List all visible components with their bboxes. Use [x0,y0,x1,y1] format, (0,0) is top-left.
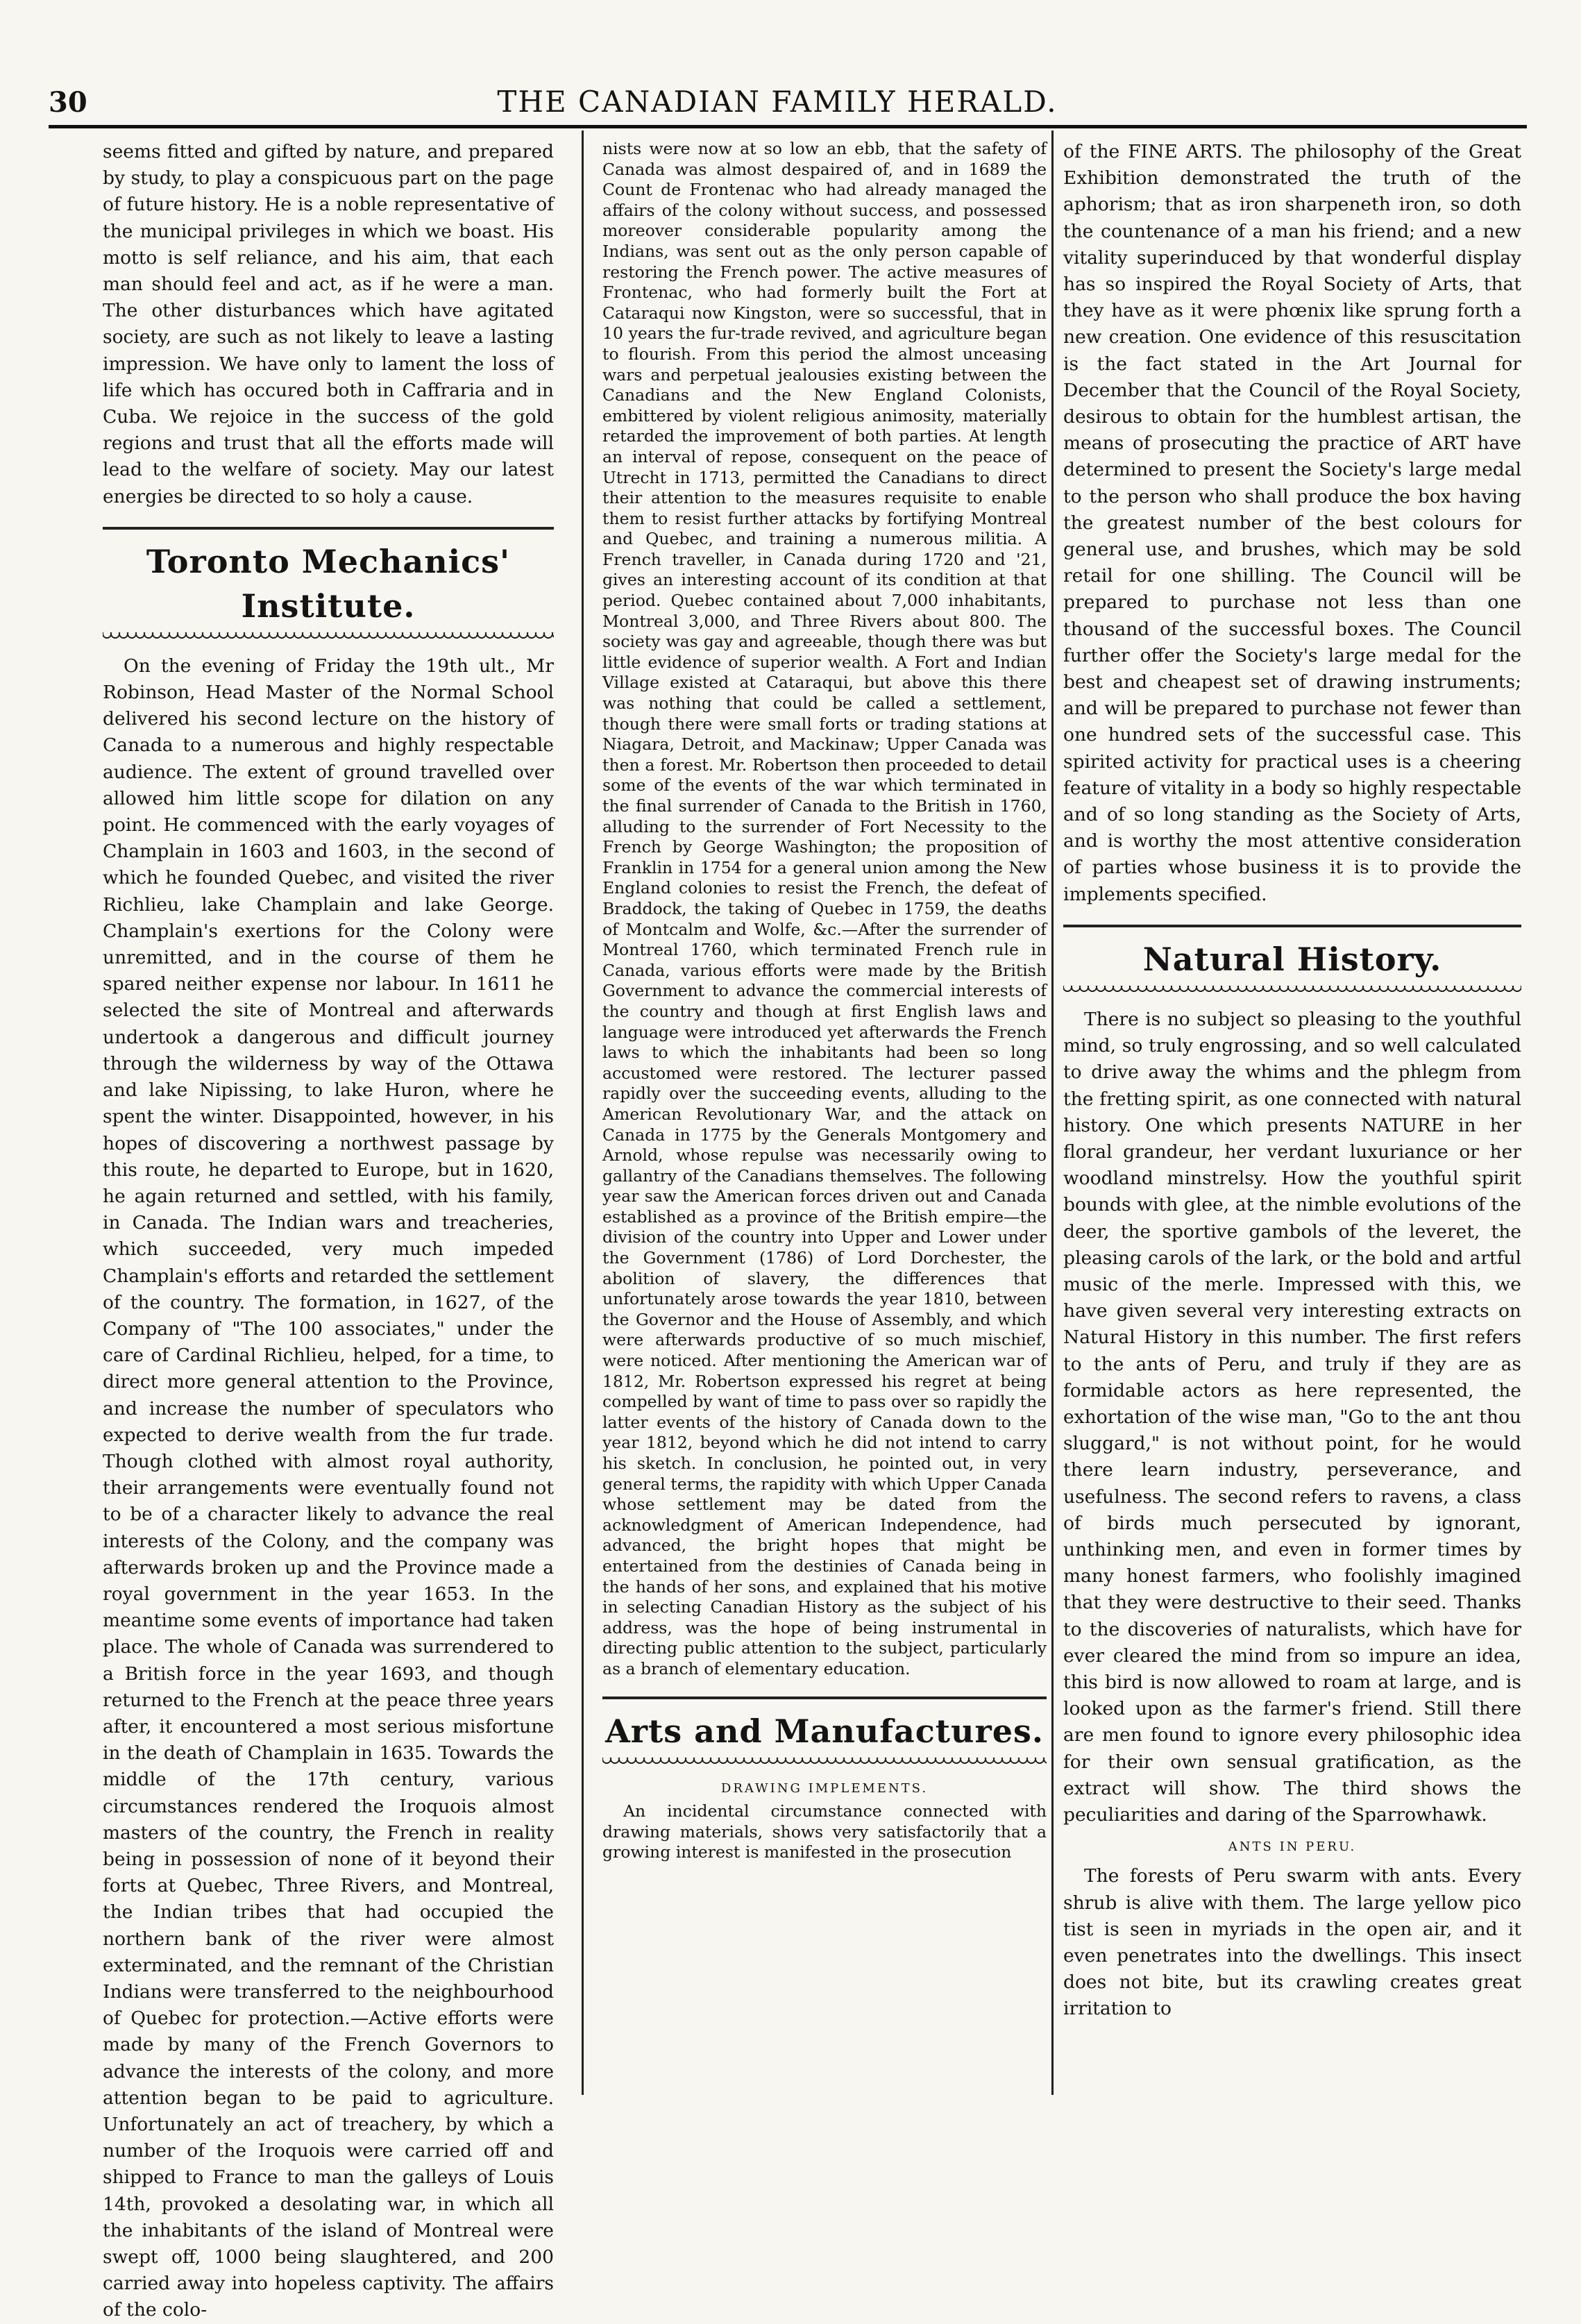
ants-body: The forests of Peru swarm with ants. Every shrub is alive with them. The large yellow pico tist is seen in myriads in the open air, and it even penetrates into the dwellings. This insect does not bite, but its crawling creates great irritation to [1063,1865,1521,2020]
section-heading-mechanics-institute: Toronto Mechanics' Institute. [146,542,511,625]
section-rule [1063,925,1521,927]
intro-paragraph: seems fitted and gifted by nature, and prepared by study, to play a conspicuous part on the page of future history. He is a noble representative of the municipal privileges in which we boast. His motto is self reliance, and his aim, that each man should feel and act, as if he were a man. The other disturbances which have agitated society, are such as not likely to leave a lasting impression. We have only to lament the loss of life which has occured both in Caffraria and in Cuba. We rejoice in the success of the gold regions and trust that all the efforts made will lead to the welfare of society. May our latest energies be directed to so holy a cause. [103,141,554,507]
column-3 [1063,139,1521,2023]
header-rule [49,125,1527,128]
article-body: On the evening of Friday the 19th ult., Mr Robinson, Head Master of the Normal School delivered his second lecture on the history of Canada to a numerous and highly respectable audience. The extent of ground travelled over allowed him little scope for dilation on any point. He commenced with the early voyages of Champlain in 1603 and 1603, in the second of which he founded Quebec, and visited the river Richlieu, lake Champlain and lake George. Champlain's exertions for the Colony were unremitted, and in the course of them he spared neither expense nor labour. In 1611 he selected the site of Montreal and afterwards undertook a dangerous and difficult journey through the wilderness by way of the Ottawa and lake Nipissing, to lake Huron, where he spent the winter. Disappointed, however, in his hopes of discovering a northwest passage by this route, he departed to Europe, but in 1620, he again returned and settled, with his family, in Canada. The Indian wars and treacheries, which succeeded, very much impeded Champlain's efforts and retarded the settlement of the country. The formation, in 1627, of the Company of "The 100 associates," under the care of Cardinal Richlieu, helped, for a time, to direct more general attention to the Province, and increase the number of speculators who expected to derive wealth from the fur trade. Though clothed with almost royal authority, their arrangements were eventually found not to be of a character likely to advance the real interests of the Colony, and the company was afterwards broken up and the Province made a royal government in the year 1653. In the meantime some events of importance had taken place. The whole of Canada was surrendered to a British force in the year 1693, and though returned to the French at the peace three years after, it encountered a most serious misfortune in the death of Champlain in 1635. Towards the middle of the 17th century, various circumstances rendered the Iroquois almost masters of the country, the French in reality being in possession of none of it beyond their forts at Quebec, Three Rivers, and Montreal, the Indian tribes that had occupied the northern bank of the river were almost exterminated, and the remnant of the Christian Indians were transferred to the neighbourhood of Quebec for protection.—Active efforts were made by many of the French Governors to advance the interests of the colony, and more attention began to be paid to agriculture. Unfortunately an act of treachery, by which a number of the Iroquois were carried off and shipped to France to man the galleys of Louis 14th, provoked a desolating war, in which all the inhabitants of the island of Montreal were swept off, 1000 being slaughtered, and 200 carried away into hopeless captivity. The affairs of the colo- [103,655,554,2321]
page-header [49,82,1506,124]
column-2 [602,139,1047,1863]
column-divider-2 [1051,130,1054,2095]
section-heading-arts: Arts and Manufactures. [605,1712,1044,1750]
wavy-rule [602,1758,1047,1767]
arts-body-continued: of the FINE ARTS. The philosophy of the Great Exhibition demonstrated the truth of the aphorism; that as iron sharpeneth iron, so doth the countenance of a man his friend; and a new vitality superinduced by that wonderful display has so inspired the Royal Society of Arts, that they have as it were phœnix like sprung forth a new creation. One evidence of this resuscitation is the fact stated in the Art Journal for December that the Council of the Royal Society, desirous to obtain for the humblest artisan, the means of prosecuting the practice of ART have determined to present the Society's large medal to the person who shall produce the box having the greatest number of the best colours for general use, and brushes, which may be sold retail for one shilling. The Council will be prepared to purchase not less than one thousand of the successful boxes. The Council further offer the Society's large medal for the best and cheapest set of drawing instruments; and will be prepared to purchase not fewer than one hundred sets of the successful case. This spirited activity for practical uses is a cheering feature of vitality in a body so highly respectable and of so long standing as the Society of Arts, and is worthy the most attentive consideration of parties whose business it is to provide the implements specified. [1063,141,1521,905]
wavy-rule [1063,986,1521,995]
section-rule [103,527,554,530]
column-divider-1 [582,130,584,2095]
article-body-continued: nists were now at so low an ebb, that the safety of Canada was almost despaired of, and in 1689 the Count de Frontenac who had already managed the affairs of the colony without success, and possessed moreover considerable popularity among the Indians, was sent out as the only person capable of restoring the French power. The active measures of Frontenac, who had formerly built the Fort at Cataraqui now Kingston, were so successful, that in 10 years the fur-trade revived, and agriculture began to flourish. From this period the almost unceasing wars and perpetual jealousies existing between the Canadians and the New England Colonists, embittered by violent religious animosity, materially retarded the improvement of both parties. At length an interval of repose, consequent on the peace of Utrecht in 1713, permitted the Canadians to direct their attention to the measures requisite to enable them to resist further attacks by fortifying Montreal and Quebec, and training a numerous militia. A French traveller, in Canada during 1720 and '21, gives an interesting account of its condition at that period. Quebec contained about 7,000 inhabitants, Montreal 3,000, and Three Rivers about 800. The society was gay and agreeable, though there was but little evidence of superior wealth. A Fort and Indian Village existed at Cataraqui, but above this there was nothing that could be called a settlement, though there were small forts or trading stations at Niagara, Detroit, and Mackinaw; Upper Canada was then a forest. Mr. Robertson then proceeded to detail some of the events of the war which terminated in the final surrender of Canada to the British in 1760, alluding to the surrender of Fort Necessity to the French by George Washington; the proposition of Franklin in 1754 for a general union among the New England colonies to resist the French, the defeat of Braddock, the taking of Quebec in 1759, the deaths of Montcalm and Wolfe, &c.—After the surrender of Montreal 1760, which terminated French rule in Canada, various efforts were made by the British Government to advance the commercial interests of the country and though at first English laws and language were introduced yet afterwards the French laws to which the inhabitants had been so long accustomed were restored. The lecturer passed rapidly over the succeeding events, alluding to the American Revolutionary War, and the attack on Canada in 1775 by the Generals Montgomery and Arnold, whose repulse was necessarily owing to gallantry of the Canadians themselves. The following year saw the American forces driven out and Canada established as a province of the British empire—the division of the country into Upper and Lower under the Government (1786) of Lord Dorchester, the abolition of slavery, the differences that unfortunately arose towards the year 1810, between the Governor and the House of Assembly, and which were afterwards productive of so much mischief, were noticed. After mentioning the American war of 1812, Mr. Robertson expressed his regret at being compelled by want of time to pass over so rapidly the latter events of the history of Canada down to the year 1812, beyond which he did not intend to carry his sketch. In conclusion, he pointed out, in very general terms, the rapidity with which Upper Canada whose settlement may be dated from the acknowledgment of American Independence, had advanced, the bright hopes that might be entertained from the destinies of Canada being in the hands of her sons, and explained that his motive in selecting Canadian History as the subject of his address, was the hope of being instrumental in directing public attention to the subject, particularly as a branch of elementary education. [602,139,1047,1678]
natural-history-body: There is no subject so pleasing to the youthful mind, so truly engrossing, and so well calculated to drive away the whims and the phlegm from the fretting spirit, as one connected with natural history. One which presents NATURE in her floral grandeur, her verdant luxuriance or her woodland minstrelsy. How the youthful spirit bounds with glee, at the nimble evolutions of the deer, the sportive gambols of the leveret, the pleasing carols of the lark, or the bold and artful music of the merle. Impressed with this, we have given several very interesting extracts on Natural History in this number. The first refers to the ants of Peru, and truly if they are as formidable actors as here represented, the exhortation of the wise man, "Go to the ant thou sluggard," is not without point, for he would there learn industry, perseverance, and usefulness. The second refers to ravens, a class of birds much persecuted by ignorant, unthinking men, and even in former times by many honest farmers, who foolishly imagined that they were destructive to their seed. Thanks to the discoveries of naturalists, which have for ever cleared the mind from so impure an idea, this bird is now allowed to roam at large, and is looked upon as the farmer's friend. Still there are men found to ignore every philosophic idea for their own sensual gratification, as the extract will show. The third shows the peculiarities and daring of the Sparrowhawk. [1063,1008,1521,1826]
subheading-drawing-implements: DRAWING IMPLEMENTS. [720,1780,929,1796]
wavy-rule [103,632,554,642]
subheading-ants-in-peru: ANTS IN PERU. [1228,1839,1357,1855]
newspaper-title: THE CANADIAN FAMILY HERALD. [497,85,1058,119]
page-number: 30 [49,86,87,119]
column-1 [103,139,554,2324]
section-rule [602,1696,1047,1699]
section-heading-natural-history: Natural History. [1142,940,1442,978]
arts-body: An incidental circumstance connected with drawing materials, shows very satisfactorily that a growing interest is manifested in the prosecution [602,1801,1047,1862]
